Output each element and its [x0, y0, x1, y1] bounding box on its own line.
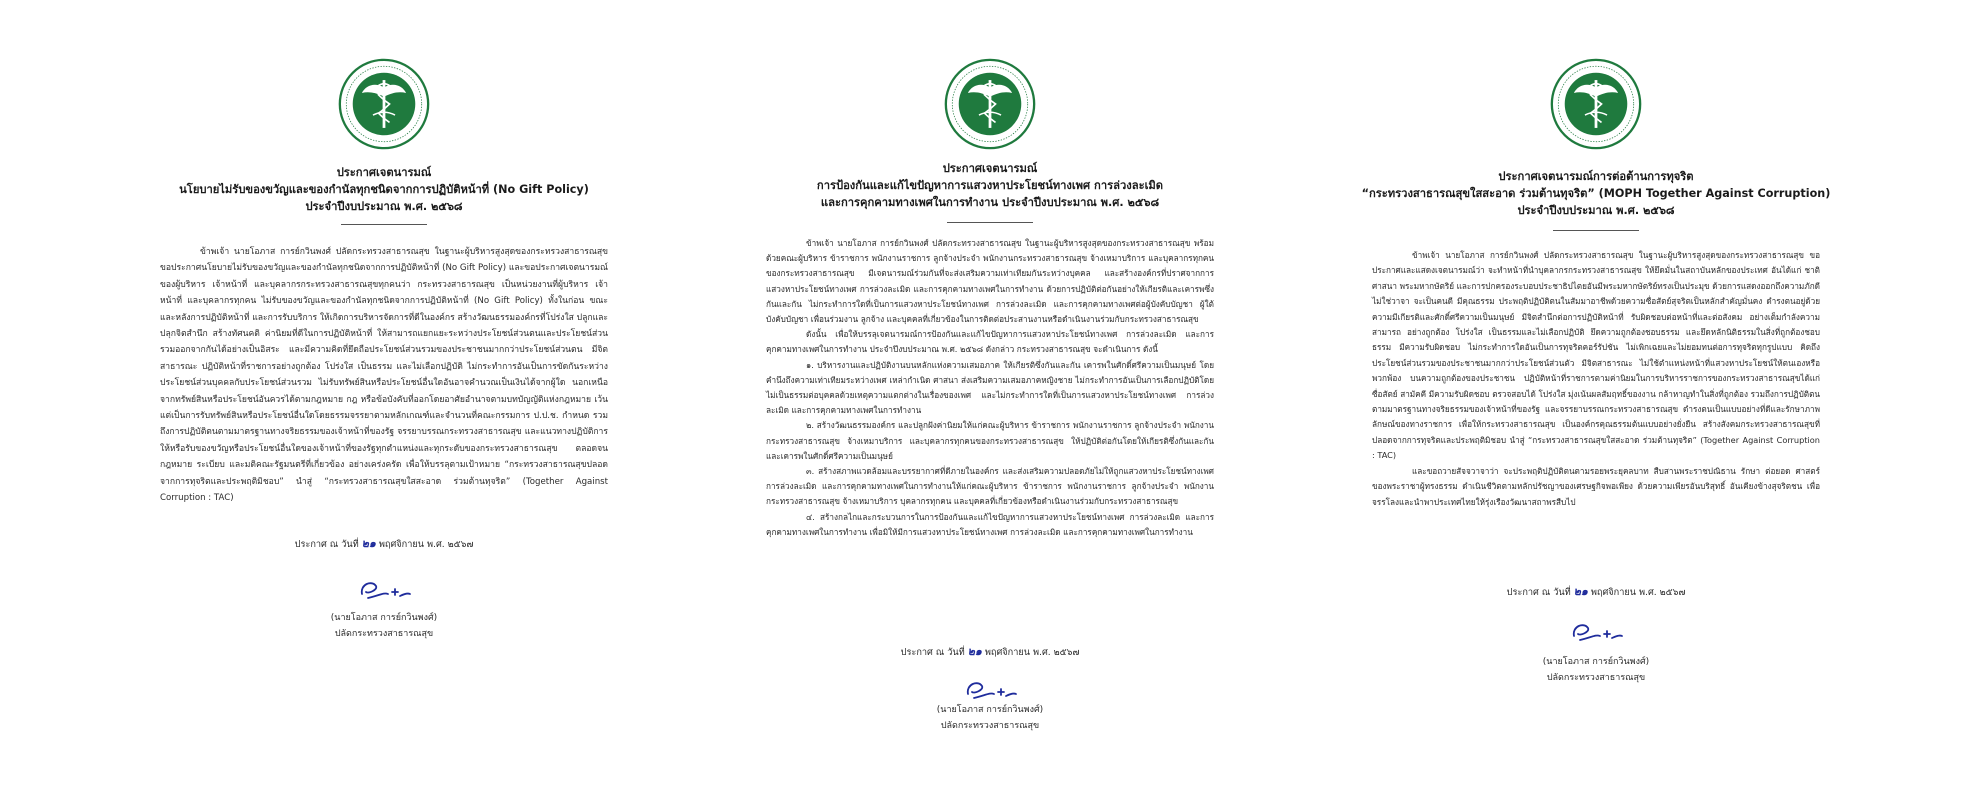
- announcement-body: [766, 236, 1214, 540]
- signer-name: (นายโอภาส การย์กวินพงศ์): [1542, 657, 1650, 667]
- body-paragraph: ๒. สร้างวัฒนธรรมองค์กร และปลูกฝังค่านิยมให้แก่คณะผู้บริหาร ข้าราชการ พนักงานราชการ ลูกจ้างประจำ พนักงานกระทรวงสาธารณสุข จ้างเหมาบริการ และบุคลากรทุกคนของกระทรวงสาธารณสุข ให้ปฏิบัติต่อกันโดยให้เกียรติซึ่งกันและกัน และเคารพในศักดิ์ศรีความเป็นมนุษย์: [766, 420, 1214, 461]
- title-divider: [341, 224, 427, 225]
- signer-block: [690, 702, 1290, 734]
- body-paragraph: ๑. บริหารงานและปฏิบัติงานบนหลักแห่งความเสมอภาค ให้เกียรติซึ่งกันและกัน เคารพในศักดิ์ศรีความเป็นมนุษย์ โดยคำนึงถึงความเท่าเทียมระหว่างเพศ เหล่ากำเนิด ศาสนา ส่งเสริมความเสมอภาคหญิงชาย ไม่กระทำการอันเป็นการเลือกปฏิบัติโดยไม่เป็นธรรมต่อบุคคลด้วยเหตุความแตกต่างในเรื่องของเพศ และไม่กระทำการใดที่เป็นการแสวงหาประโยชน์ทางเพศ การล่วงละเมิด และการคุกคามทางเพศในการทำงาน: [766, 359, 1214, 416]
- announcement-date: ประกาศ ณ วันที่ ๒๑ พฤศจิกายน พ.ศ. ๒๕๖๗: [1506, 585, 1686, 598]
- announcement-date: ประกาศ ณ วันที่ ๒๑ พฤศจิกายน พ.ศ. ๒๕๖๗: [900, 645, 1080, 658]
- announcement-body: [160, 244, 608, 507]
- announcement-sexual-harassment-prevention: [690, 0, 1290, 800]
- announcement-body: [1372, 248, 1820, 510]
- ministry-of-public-health-seal-icon: [1550, 58, 1642, 150]
- signer-title: ปลัดกระทรวงสาธารณสุข: [1546, 673, 1646, 683]
- ministry-of-public-health-seal-icon: [944, 58, 1036, 150]
- ministry-of-public-health-seal-icon: [338, 58, 430, 150]
- signer-title: ปลัดกระทรวงสาธารณสุข: [334, 629, 434, 639]
- signature-icon: [1566, 616, 1626, 646]
- title-divider: [947, 222, 1033, 223]
- title-divider: [1553, 230, 1639, 231]
- announcement-title: ประกาศเจตนารมณ์การต่อต้านการทุจริต “กระทรวงสาธารณสุขใสสะอาด ร่วมต้านทุจริต” (MOPH Together Against Corruption) ประจำปีงบประมาณ พ.ศ. ๒๕๖๘: [1361, 170, 1831, 217]
- body-paragraph: ข้าพเจ้า นายโอภาส การย์กวินพงศ์ ปลัดกระทรวงสาธารณสุข ในฐานะผู้บริหารสูงสุดของกระทรวงสาธารณสุข พร้อมด้วยคณะผู้บริหาร ข้าราชการ พนักงานราชการ ลูกจ้างประจำ พนักงานกระทรวงสาธารณสุข จ้างเหมาบริการ และบุคลากรทุกคนของกระทรวงสาธารณสุข มีเจตนารมณ์ร่วมกันที่จะส่งเสริมความเท่าเทียมกันระหว่างบุคคล และสร้างองค์กรที่ปราศจากการแสวงหาประโยชน์ทางเพศ การล่วงละเมิด และการคุกคามทางเพศในการทำงาน ด้วยการปฏิบัติต่อกันอย่างให้เกียรติและเคารพซึ่งกันและกัน ไม่กระทำการใดที่เป็นการแสวงหาประโยชน์ทางเพศ การล่วงละเมิด และการคุกคามทางเพศต่อผู้บังคับบัญชา ผู้ใต้บังคับบัญชา เพื่อนร่วมงาน ลูกจ้าง และบุคคลที่เกี่ยวข้องในการติดต่อประสานงานหรือดำเนินงานร่วมกับกระทรวงสาธารณสุข: [766, 238, 1214, 325]
- body-paragraph: ข้าพเจ้า นายโอภาส การย์กวินพงศ์ ปลัดกระทรวงสาธารณสุข ในฐานะผู้บริหารสูงสุดของกระทรวงสาธารณสุข ขอประกาศนโยบายไม่รับของขวัญและของกำนัลทุกชนิดจากการปฏิบัติหน้าที่ (No Gift Policy) และขอประกาศเจตนารมณ์ของผู้บริหาร เจ้าหน้าที่ และบุคลากรกระทรวงสาธารณสุขทุกคนว่า กระทรวงสาธารณสุข เป็นหน่วยงานที่ผู้บริหาร เจ้าหน้าที่ และบุคลากรทุกคน ไม่รับของขวัญและของกำนัลทุกชนิดจากการปฏิบัติหน้าที่ (No Gift Policy) ทั้งในก่อน ขณะ และหลังการปฏิบัติหน้าที่ และการรับบริการ ให้เกิดการบริหารจัดการที่ดีในองค์กร สร้างวัฒนธรรมองค์กรที่โปร่งใส ปลูกและปลุกจิตสำนึก สร้างทัศนคติ ค่านิยมที่ดีในการปฏิบัติหน้าที่ ให้สามารถแยกแยะระหว่างประโยชน์ส่วนตนและประโยชน์ส่วนรวมออกจากกันได้อย่างเป็นอิสระ และมีความคิดที่ยึดถือประโยชน์ส่วนรวมของประชาชนมากกว่าประโยชน์ส่วนตน มีจิตสาธารณะ ปฏิบัติหน้าที่ราชการอย่างถูกต้อง โปร่งใส เป็นธรรม และไม่เลือกปฏิบัติ ไม่กระทำการอันเป็นการขัดกันระหว่างประโยชน์ส่วนบุคคลกับประโยชน์ส่วนรวม ไม่รับทรัพย์สินหรือประโยชน์อื่นใดอันอาจคำนวณเป็นเงินได้จากผู้ใด นอกเหนือจากทรัพย์สินหรือประโยชน์อันควรได้ตามกฎหมาย กฎ หรือข้อบังคับที่ออกโดยอาศัยอำนาจตามบทบัญญัติแห่งกฎหมาย เว้นแต่เป็นการรับทรัพย์สินหรือประโยชน์อื่นใดโดยธรรมจรรยาตามหลักเกณฑ์และจำนวนที่คณะกรรมการ ป.ป.ช. กำหนด รวมถึงการปฏิบัติตนตามมาตรฐานทางจริยธรรมของเจ้าหน้าที่ของรัฐ จรรยาบรรณกระทรวงสาธารณสุข และแนวทางปฏิบัติการให้หรือรับของขวัญหรือประโยชน์อื่นใดของเจ้าหน้าที่ของรัฐทุกตำแหน่งและทุกระดับของกระทรวงสาธารณสุข ตลอดจนกฎหมาย ระเบียบ และมติคณะรัฐมนตรีที่เกี่ยวข้อง อย่างเคร่งครัด เพื่อให้บรรลุตามเป้าหมาย “กระทรวงสาธารณสุขปลอดจากการทุจริตและประพฤติมิชอบ” นำสู่ “กระทรวงสาธารณสุขใสสะอาด ร่วมต้านทุจริต” (Together Against Corruption : TAC): [160, 247, 608, 504]
- signer-block: [1296, 654, 1896, 686]
- body-paragraph: และขอถวายสัจจวาจาว่า จะประพฤติปฏิบัติตนตามรอยพระยุคลบาท สืบสานพระราชปณิธาน รักษา ต่อยอด ศาสตร์ของพระราชาผู้ทรงธรรม ดำเนินชีวิตตามหลักปรัชญาของเศรษฐกิจพอเพียง ด้วยความเพียรอันบริสุทธิ์ อันเคียงข้างสุจริตชน เพื่อจรรโลงและนำพาประเทศไทยให้รุ่งเรืองวัฒนาสถาพรสืบไป: [1372, 465, 1820, 507]
- body-paragraph: ๓. สร้างสภาพแวดล้อมและบรรยากาศที่ดีภายในองค์กร และส่งเสริมความปลอดภัยไม่ให้ถูกแสวงหาประโยชน์ทางเพศ การล่วงละเมิด และการคุกคามทางเพศในการทำงานให้แก่คณะผู้บริหาร ข้าราชการ พนักงานราชการ ลูกจ้างประจำ พนักงานกระทรวงสาธารณสุข จ้างเหมาบริการ บุคลากรทุกคน และบุคคลที่เกี่ยวข้องหรือดำเนินงานร่วมกับกระทรวงสาธารณสุข: [766, 466, 1214, 507]
- signature-icon: [354, 574, 414, 604]
- announcement-title: ประกาศเจตนารมณ์ การป้องกันและแก้ไขปัญหาการแสวงหาประโยชน์ทางเพศ การล่วงละเมิด และการคุกคามทางเพศในการทำงาน ประจำปีงบประมาณ พ.ศ. ๒๕๖๘: [816, 162, 1164, 209]
- announcement-title: ประกาศเจตนารมณ์ นโยบายไม่รับของขวัญและของกำนัลทุกชนิดจากการปฏิบัติหน้าที่ (No Gift Policy) ประจำปีงบประมาณ พ.ศ. ๒๕๖๘: [179, 166, 589, 213]
- signer-name: (นายโอภาส การย์กวินพงศ์): [936, 705, 1044, 715]
- signer-block: [84, 610, 684, 642]
- signature-icon: [960, 674, 1020, 704]
- body-paragraph: ข้าพเจ้า นายโอภาส การย์กวินพงศ์ ปลัดกระทรวงสาธารณสุข ในฐานะผู้บริหารสูงสุดของกระทรวงสาธารณสุข ขอประกาศและแสดงเจตนารมณ์ว่า จะทำหน้าที่นำบุคลากรกระทรวงสาธารณสุข ให้ยึดมั่นในสถาบันหลักของประเทศ อันได้แก่ ชาติ ศาสนา พระมหากษัตริย์ และการปกครองระบอบประชาธิปไตยอันมีพระมหากษัตริย์ทรงเป็นประมุข ด้วยการแสดงออกถึงความภักดีไม่ใช่วาจา จะเป็นคนดี มีคุณธรรม ประพฤติปฏิบัติตนในสัมมาอาชีพด้วยความซื่อสัตย์สุจริตเป็นหลักสำคัญมั่นคง ดำรงตนอยู่ด้วยความมีเกียรติและศักดิ์ศรีความเป็นมนุษย์ มีจิตสำนึกต่อการปฏิบัติหน้าที่ รับผิดชอบต่อหน้าที่และต่อสังคม อย่างเต็มกำลังความสามารถ อย่างถูกต้อง โปร่งใส เป็นธรรมและไม่เลือกปฏิบัติ ยึดความถูกต้องชอบธรรม และยึดหลักนิติธรรมในสิ่งที่ถูกต้องชอบธรรม มีความรับผิดชอบ ไม่กระทำการใดอันเป็นการทุจริตคอร์รัปชัน ไม่เพิกเฉยและไม่ยอมทนต่อการทุจริตทุกรูปแบบ คิดถึงประโยชน์ส่วนรวมของประชาชนมากกว่าประโยชน์ส่วนตัว มีจิตสาธารณะ ไม่ใช้ตำแหน่งหน้าที่แสวงหาประโยชน์ให้ตนเองหรือพวกพ้อง บนความถูกต้องของประชาชน ปฏิบัติหน้าที่ราชการตามค่านิยมในการบริหารราชการของกระทรวงสาธารณสุขได้แก่ ซื่อสัตย์ สามัคคี มีความรับผิดชอบ ตรวจสอบได้ โปร่งใส มุ่งเน้นผลสัมฤทธิ์ของงาน กล้าหาญทำในสิ่งที่ถูกต้อง รวมถึงการปฏิบัติตนตามมาตรฐานทางจริยธรรมของเจ้าหน้าที่ของรัฐ และจรรยาบรรณกระทรวงสาธารณสุข ดำรงตนเป็นแบบอย่างที่ดีและรักษาภาพลักษณ์ของทางราชการ เพื่อให้กระทรวงสาธารณสุข เป็นองค์กรคุณธรรมต้นแบบอย่างยั่งยืน สร้างสังคมกระทรวงสาธารณสุขที่ปลอดจากการทุจริตและประพฤติมิชอบ นำสู่ “กระทรวงสาธารณสุขใสสะอาด ร่วมต้านทุจริต” (Together Against Corruption : TAC): [1372, 250, 1820, 461]
- body-paragraph: ๔. สร้างกลไกและกระบวนการในการป้องกันและแก้ไขปัญหาการแสวงหาประโยชน์ทางเพศ การล่วงละเมิด และการคุกคามทางเพศในการทำงาน เพื่อมิให้มีการแสวงหาประโยชน์ทางเพศ การล่วงละเมิด และการคุกคามทางเพศในการทำงาน: [766, 511, 1214, 537]
- announcement-date: ประกาศ ณ วันที่ ๒๑ พฤศจิกายน พ.ศ. ๒๕๖๗: [294, 537, 474, 550]
- announcement-anti-corruption: [1296, 0, 1896, 800]
- signer-title: ปลัดกระทรวงสาธารณสุข: [940, 721, 1040, 731]
- announcement-no-gift-policy: [84, 0, 684, 800]
- body-paragraph: ดังนั้น เพื่อให้บรรลุเจตนารมณ์การป้องกันและแก้ไขปัญหาการแสวงหาประโยชน์ทางเพศ การล่วงละเมิด และการคุกคามทางเพศในการทำงาน ประจำปีงบประมาณ พ.ศ. ๒๕๖๘ ดังกล่าว กระทรวงสาธารณสุข จะดำเนินการ ดังนี้: [766, 329, 1214, 355]
- signer-name: (นายโอภาส การย์กวินพงศ์): [330, 613, 438, 623]
